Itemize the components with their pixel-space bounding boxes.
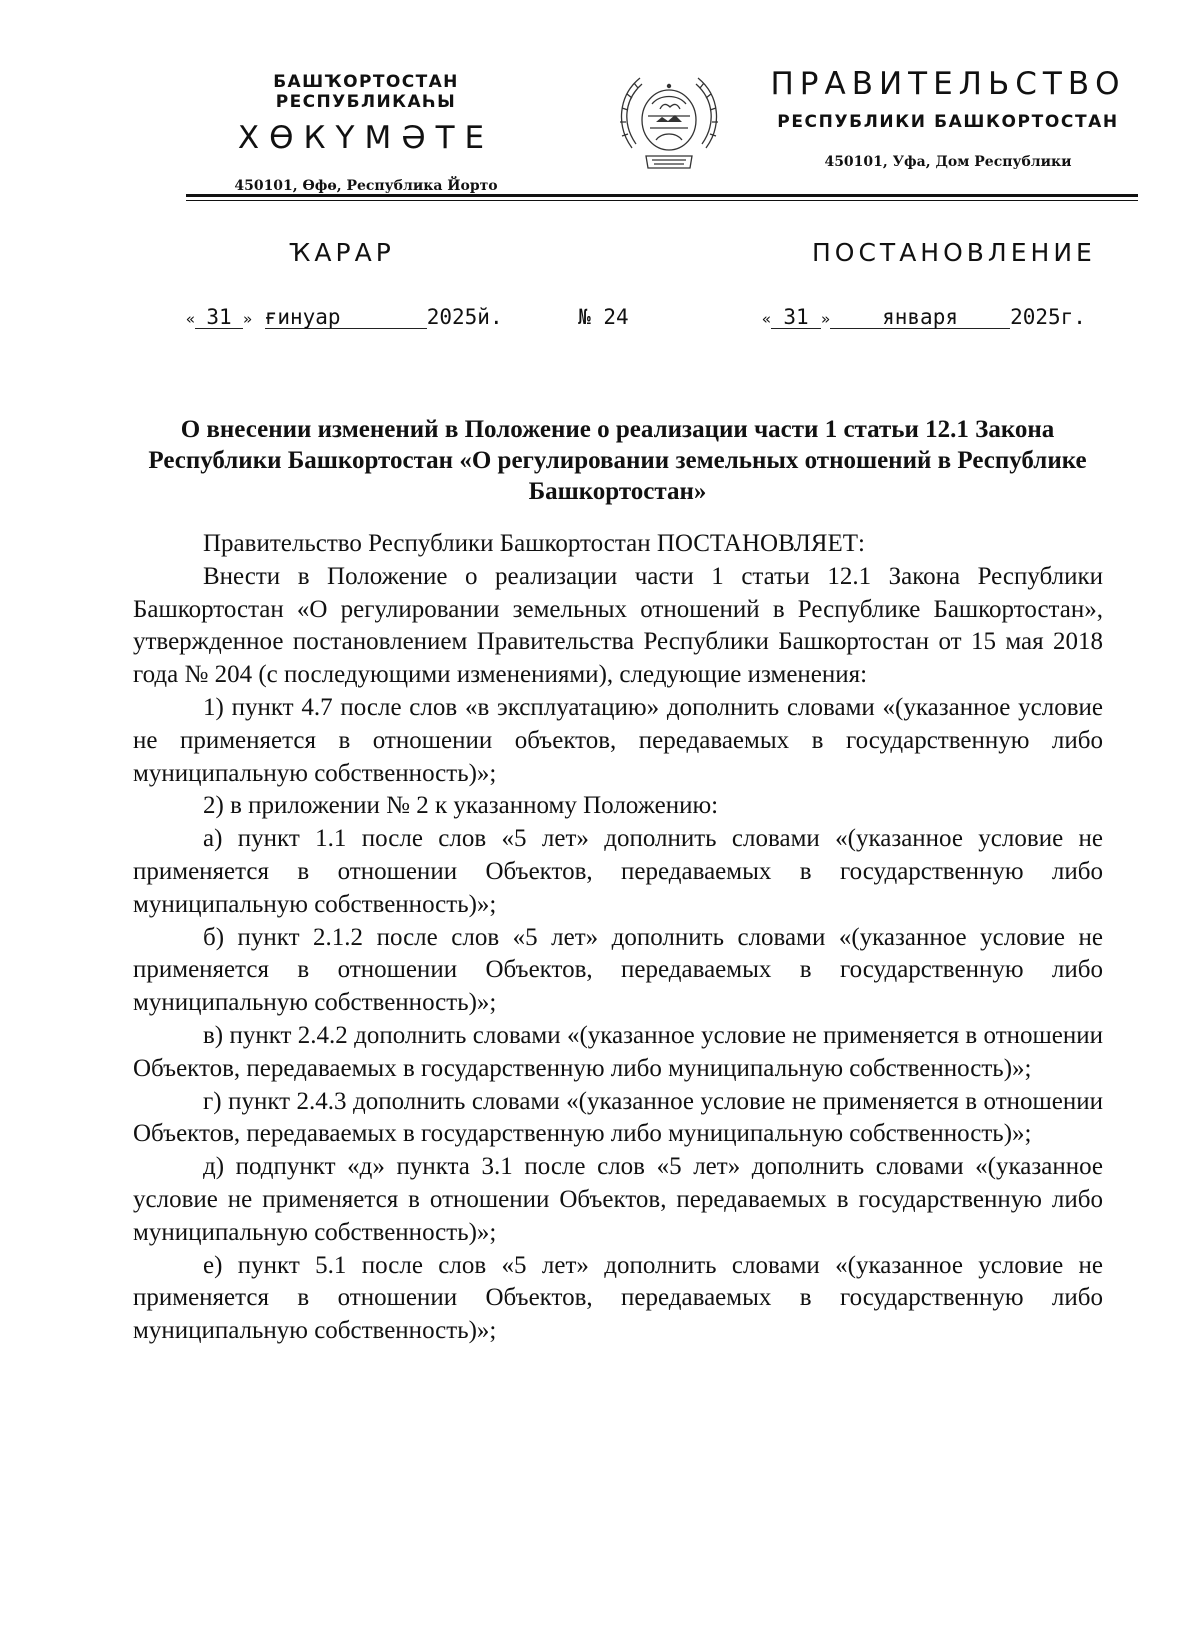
doc-kind-russian: ПОСТАНОВЛЕНИЕ <box>812 238 1096 267</box>
paragraph-subitem-g: г) пункт 2.4.3 дополнить словами «(указанное условие не применяется в отношении Объектов, передаваемых в государственную либо муниципальную собственность)»; <box>133 1087 1103 1148</box>
date-bashkir-suffix: й. <box>477 305 503 329</box>
coat-of-arms-emblem-icon <box>610 64 728 182</box>
paragraph-preamble: Правительство Республики Башкортостан ПОСТАНОВЛЯЕТ: <box>203 530 865 557</box>
header-left-address: 450101, Өфө, Республика Йорто <box>234 178 498 194</box>
header-left-republic: БАШҠОРТОСТАН РЕСПУБЛИКАҺЫ <box>273 72 459 112</box>
header-right-block <box>758 66 1138 170</box>
paragraph-subitem-v: в) пункт 2.4.2 дополнить словами «(указанное условие не применяется в отношении Объектов, передаваемых в государственную либо муниципальную собственность)»; <box>133 1021 1103 1082</box>
document-title: О внесении изменений в Положение о реализации части 1 статьи 12.1 Закона Республики Башкортостан «О регулировании земельных отношений в Республике Башкортостан» <box>148 416 1087 505</box>
paragraph-subitem-d: д) подпункт «д» пункта 3.1 после слов «5 лет» дополнить словами «(указанное условие не применяется в отношении Объектов, передаваемых в государственную либо муниципальную собственность)»; <box>133 1153 1103 1246</box>
document-number-sign: № <box>578 305 591 329</box>
paragraph-subitem-e: е) пункт 5.1 после слов «5 лет» дополнить словами «(указанное условие не применяется в отношении Объектов, передаваемых в государственную либо муниципальную собственность)»; <box>133 1251 1103 1345</box>
date-bashkir-day: 31 <box>195 306 243 329</box>
header-right-address: 450101, Уфа, Дом Республики <box>824 154 1072 170</box>
date-russian <box>762 305 1086 329</box>
date-russian-close-quote: » <box>821 310 831 328</box>
date-russian-month: января <box>830 306 1010 329</box>
date-russian-year: 2025 <box>1010 305 1061 329</box>
date-bashkir-month: ғинуар <box>265 306 427 329</box>
doc-kind-bashkir: ҠАРАР <box>289 238 395 267</box>
paragraph-item-2: 2) в приложении № 2 к указанному Положению: <box>203 792 719 820</box>
date-russian-suffix: г. <box>1060 305 1086 329</box>
header-divider-thin <box>186 200 1138 201</box>
date-russian-open-quote: « <box>762 310 772 328</box>
paragraph-item-1: 1) пункт 4.7 после слов «в эксплуатацию» дополнить словами «(указанное условие не применяется в отношении объектов, передаваемых в государственную либо муниципальную собственность)»; <box>133 693 1103 787</box>
header-right-government: ПРАВИТЕЛЬСТВО <box>770 66 1126 102</box>
date-bashkir-year: 2025 <box>426 305 478 329</box>
document-body <box>133 528 1103 1348</box>
paragraph-main: Внести в Положение о реализации части 1 статьи 12.1 Закона Республики Башкортостан «О регулировании земельных отношений в Республике Башкортостан», утвержденное постановлением Правительства Республики Башкортостан от 15 мая 2018 года № 204 (с последующими изменениями), следующие изменения: <box>133 562 1103 689</box>
paragraph-subitem-b: б) пункт 2.1.2 после слов «5 лет» дополнить словами «(указанное условие не применяется в отношении Объектов, передаваемых в государственную либо муниципальную собственность)»; <box>133 923 1103 1017</box>
header-right-republic: РЕСПУБЛИКИ БАШКОРТОСТАН <box>777 112 1119 132</box>
paragraph-subitem-a: а) пункт 1.1 после слов «5 лет» дополнить словами «(указанное условие не применяется в отношении Объектов, передаваемых в государственную либо муниципальную собственность)»; <box>133 825 1103 918</box>
header-left-block <box>186 72 546 194</box>
date-bashkir <box>186 305 503 329</box>
document-number-value: 24 <box>603 305 629 329</box>
date-bashkir-close-quote: » <box>243 310 253 328</box>
date-russian-day: 31 <box>771 306 821 329</box>
document-number <box>578 305 629 329</box>
header-divider-thick <box>186 194 1138 197</box>
header-left-government: ХӨКҮМӘТЕ <box>237 120 495 156</box>
date-bashkir-open-quote: « <box>186 310 196 328</box>
